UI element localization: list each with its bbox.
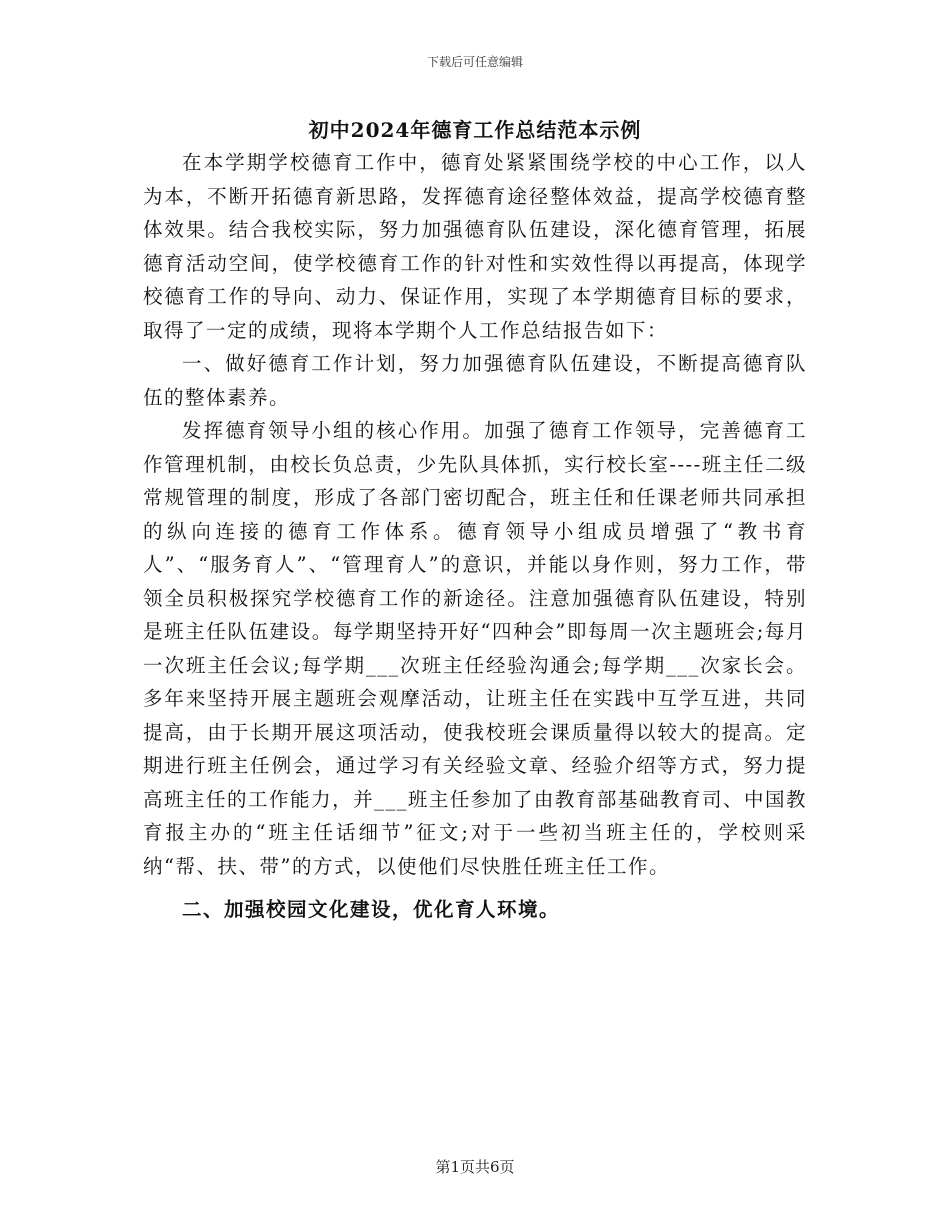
section-one-paragraph: 发挥德育领导小组的核心作用。加强了德育工作领导，完善德育工作管理机制，由校长负总责，少先队具体抓，实行校长室----班主任二级常规管理的制度，形成了各部门密切配合，班主任和任课老师共同承担的纵向连接的德育工作体系。德育领导小组成员增强了“教书育人”、“服务育人”、“管理育人”的意识，并能以身作则，努力工作，带领全员积极探究学校德育工作的新途径。注意加强德育队伍建设，特别是班主任队伍建设。每学期坚持开好“四种会”即每周一次主题班会;每月一次班主任会议;每学期___次班主任经验沟通会;每学期___次家长会。多年来坚持开展主题班会观摩活动，让班主任在实践中互学互进，共同提高，由于长期开展这项活动，使我校班会课质量得以较大的提高。定期进行班主任例会，通过学习有关经验文章、经验介绍等方式，努力提高班主任的工作能力，并___班主任参加了由教育部基础教育司、中国教育报主办的“班主任话细节”征文;对于一些初当班主任的，学校则采纳“帮、扶、带”的方式，以使他们尽快胜任班主任工作。 — [143, 419, 807, 878]
section-one-heading: 一、做好德育工作计划，努力加强德育队伍建设，不断提高德育队伍的整体素养。 — [143, 352, 807, 409]
intro-paragraph: 在本学期学校德育工作中，德育处紧紧围绕学校的中心工作，以人为本，不断开拓德育新思路，发挥德育途径整体效益，提高学校德育整体效果。结合我校实际，努力加强德育队伍建设，深化德育管理，拓展德育活动空间，使学校德育工作的针对性和实效性得以再提高，体现学校德育工作的导向、动力、保证作用，实现了本学期德育目标的要求，取得了一定的成绩，现将本学期个人工作总结报告如下： — [143, 151, 807, 342]
document-title: 初中2024年德育工作总结范本示例 — [308, 118, 642, 142]
document-body — [143, 146, 807, 927]
page-header-note: 下载后可任意编辑 — [426, 55, 523, 69]
section-two-heading: 二、加强校园文化建设，优化育人环境。 — [182, 898, 561, 921]
page-number: 第1页共6页 — [435, 1158, 515, 1176]
